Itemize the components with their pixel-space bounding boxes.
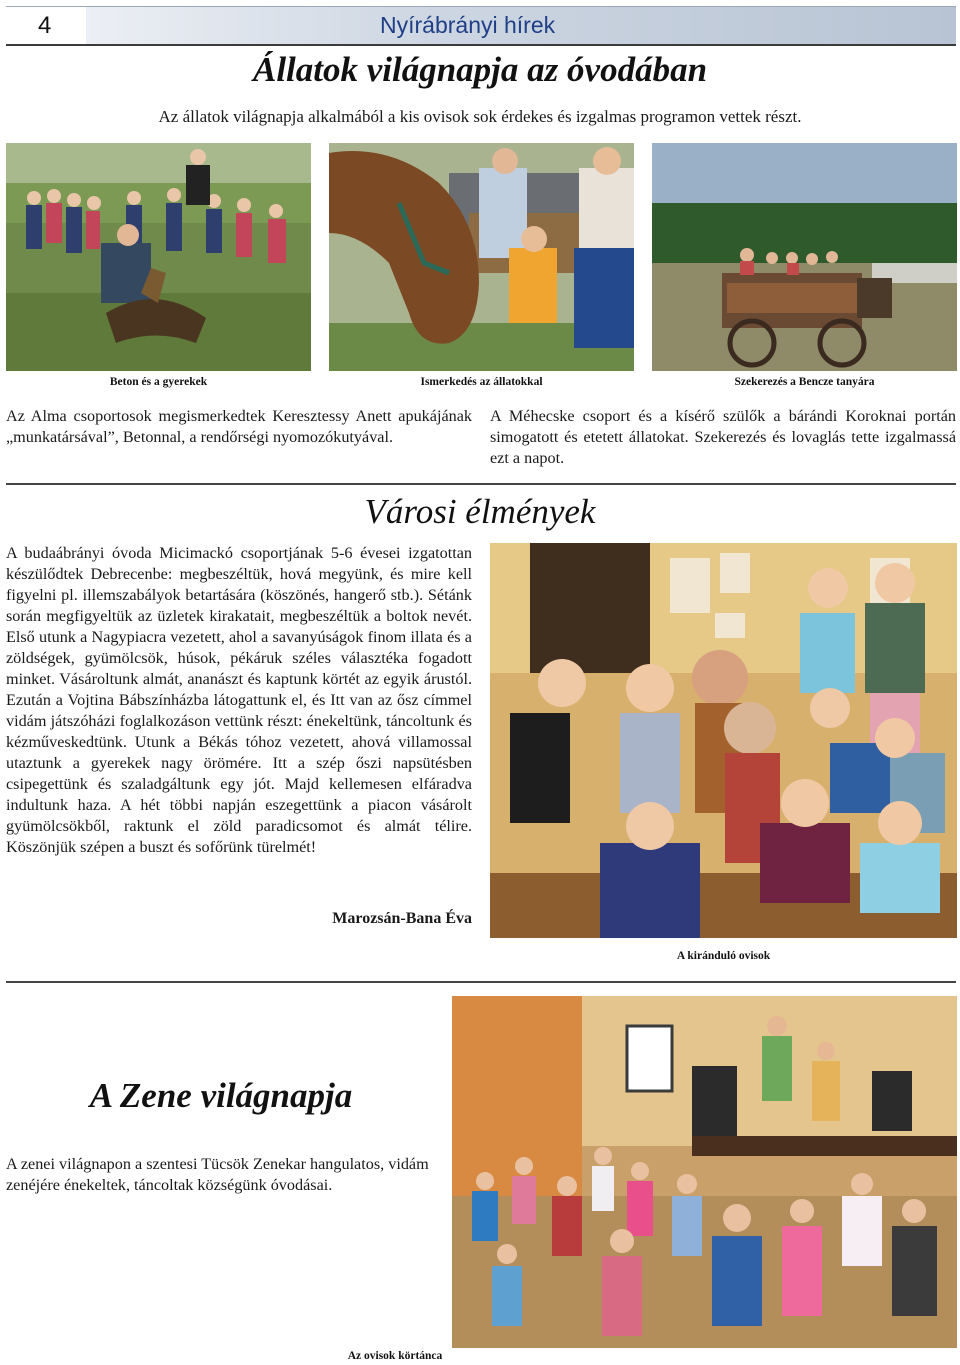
caption-puppet-group: A kiránduló ovisok — [676, 950, 771, 962]
photo-dog-children — [6, 143, 311, 371]
photo-circle-dance — [452, 996, 957, 1348]
page-number: 4 — [6, 6, 86, 44]
caption-horse: Ismerkedés az állatokkal — [420, 376, 543, 388]
text-city-experiences: A budaábrányi óvoda Micimackó csoportjának 5-6 évesei izgatottan készülődtek Debrecenbe: megbeszéltük, hová megyünk, és mire kell figyelni pl. illemszabályok betartására (köszönés, hangerő stb.). Sétánk során megfigyeltük az üzletek kirakatait, megbeszéltük a boltok nevét. Első utunk a Nagypiacra vezetett, ahol a savanyúságok finom illata és a zöldségek, gyümölcsök, húsok, pékáruk széles választéka fogadott minket. Vásároltunk almát, ananászt és kaptunk körtét az egyik árustól. Ezután a Vojtina Bábszínházba látogattunk el, és Itt van az ősz címmel vidám játszóházi foglalkozáson vettünk részt: énekeltünk, táncoltunk és kézműveskedtünk. Utunk a Békás tóhoz vezetett, ahová villamossal utaztunk a gyerekek nagy örömére. Itt a szép őszi napsütésben csipegettünk és szaladgáltunk egy jót. Majd kellemesen elfáradva indultunk haza. A hét többi napján eszegettünk a piacon vásárolt gyümölcsökből, raktunk el zöld paradicsomot és almát télire. Köszönjük szépen a buszt és sofőrünk türelmét! — [6, 544, 472, 856]
section-divider-1 — [6, 483, 956, 485]
photo-puppet-group — [490, 543, 957, 938]
text-alma-group: Az Alma csoportosok megismerkedtek Keresztessy Anett apukájának „munkatársával”, Betonnal, a rendőrségi nyomozókutyával. — [6, 407, 472, 446]
caption-circle-dance: Az ovisok körtánca — [347, 1350, 443, 1362]
article-title-music: A Zene világnapja — [89, 1076, 353, 1115]
article-title-city: Városi élmények — [364, 492, 596, 531]
article-author: Marozsán-Bana Éva — [332, 910, 472, 927]
photo-horse — [329, 143, 634, 371]
section-divider-2 — [6, 981, 956, 983]
article-title-animals: Állatok világnapja az óvodában — [252, 50, 708, 89]
publication-title: Nyírábrányi hírek — [380, 12, 556, 38]
caption-dog: Beton és a gyerekek — [109, 376, 208, 388]
caption-wagon: Szekerezés a Bencze tanyára — [734, 376, 875, 388]
text-music-day: A zenei világnapon a szentesi Tücsök Zenekar hangulatos, vidám zenéjére énekeltek, táncoltak községünk óvodásai. — [6, 1155, 429, 1194]
text-mehecske-group: A Méhecske csoport és a kísérő szülők a bárándi Koroknai portán simogatott és etetett állatokat. Szekerezés és lovaglás tette izgalmassá ezt a napot. — [490, 407, 956, 467]
article-lead-animals: Az állatok világnapja alkalmából a kis ovisok sok érdekes és izgalmas programon vettek részt. — [158, 107, 802, 126]
photo-wagon — [652, 143, 957, 371]
header-divider — [6, 44, 956, 46]
